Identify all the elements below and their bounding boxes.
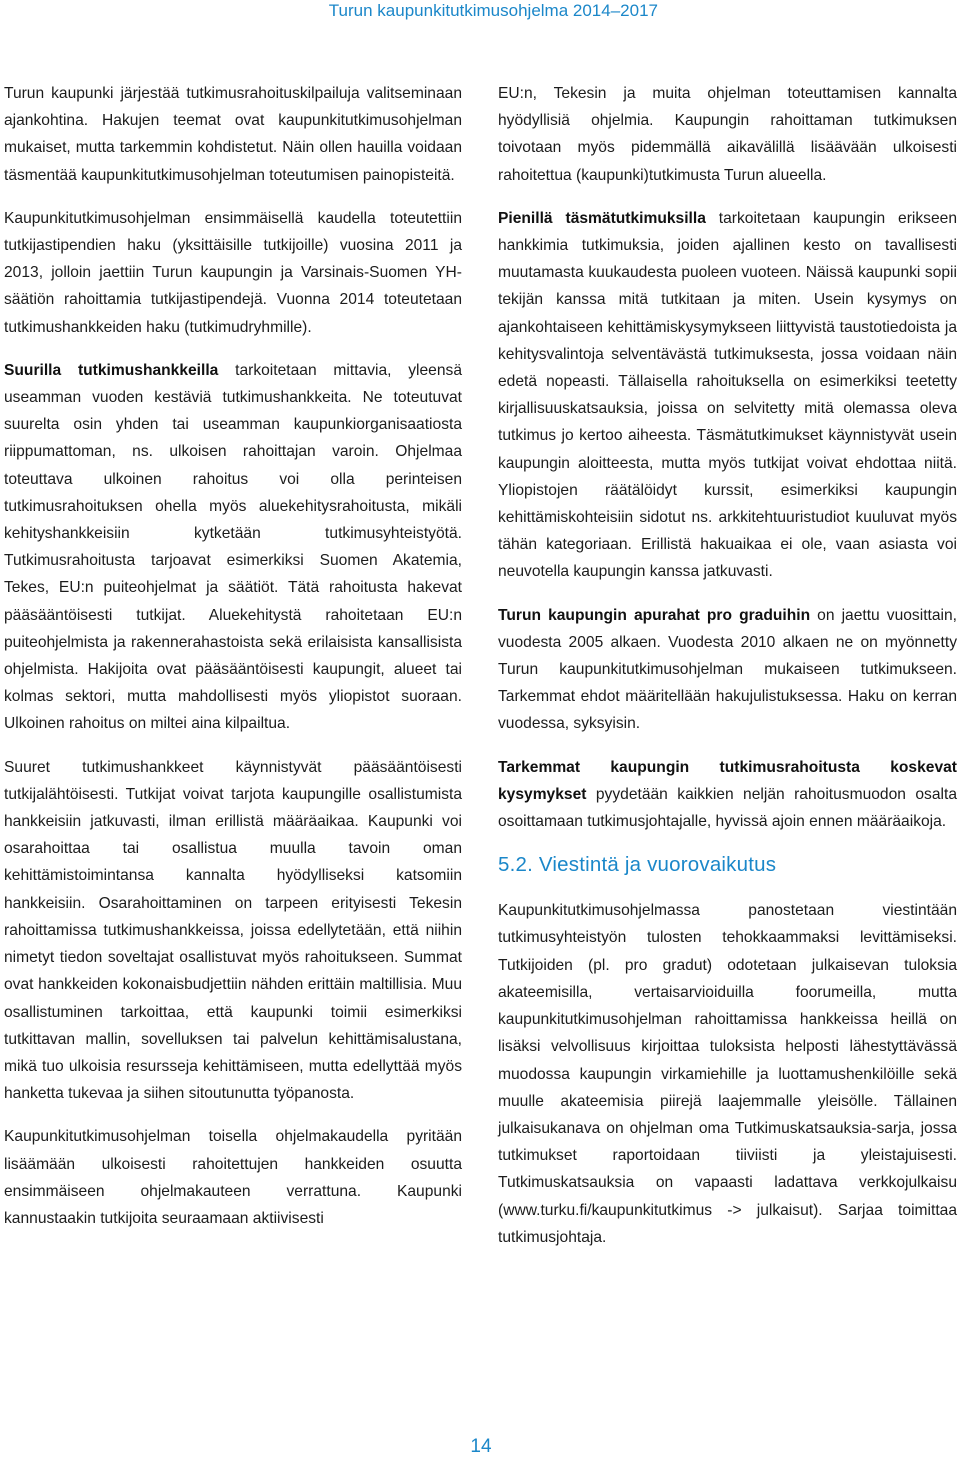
paragraph: Turun kaupunki järjestää tutkimusrahoituskilpailuja valitseminaan ajankohtina. Hakujen teemat ovat kaupunkitutkimusohjelman mukaiset, mutta tarkemmin kohdistetut. Näin ollen hauilla voidaan täsmentää kaupunkitutkimusohjelman toteutumisen painopisteitä.: [4, 85, 462, 184]
bold-lead-term: Pienillä täsmätutkimuksilla: [498, 209, 706, 227]
bold-lead-term: Turun kaupungin apurahat pro graduihin: [498, 606, 811, 624]
paragraph: Kaupunkitutkimusohjelman ensimmäisellä kaudella toteutettiin tutkijastipendien haku (yksittäisille tutkijoille) vuosina 2011 ja 2013, jolloin jaettiin Turun kaupungin ja Varsinais-Suomen YH-säätiön rahoittamia tutkijastipendejä. Vuonna 2014 toteutetaan tutkimushankkeiden haku (tutkimudryhmille).: [4, 209, 462, 336]
left-column: [4, 80, 462, 1248]
running-header-title: Turun kaupunkitutkimusohjelma 2014–2017: [328, 1, 658, 20]
paragraph-text: on jaettu vuosittain, vuodesta 2005 alkaen. Vuodesta 2010 alkaen ne on myönnetty Turun kaupunkitutkimusohjelman mukaiseen tutkimukseen. Tarkemmat ehdot määritellään hakujulistuksessa. Haku on kerran vuodessa, syksyisin.: [498, 606, 957, 733]
paragraph: [498, 754, 957, 836]
page-number: 14: [470, 1436, 492, 1457]
paragraph: Suuret tutkimushankkeet käynnistyvät pääsääntöisesti tutkijalähtöisesti. Tutkijat voivat tarjota kaupungille osallistumista hankkeisiin jatkuvasti, ilman erillistä määräaikaa. Kaupunki voi osarahoittaa tai osallistua muulla tavoin oman kehittämistoimintansa kannalta hyödylliseksi katsomiin hankkeisiin. Osarahoittaminen on tarpeen erityisesti Tekesin rahoittamissa tutkimushankkeissa, joissa edellytetään, että niihin nimetyt tiedon soveltajat osallistuvat myös rahoitukseen. Summat ovat hankkeiden kokonaisbudjettiin nähden erittäin maltillisia. Muu osallistuminen tarkoittaa, että kaupunki toimii esimerkiksi tutkittavan mallin, sovelluksen tai palvelun kehittämisalustana, mikä tuo ulkoisia resursseja kehittämiseen, mutta edellyttää myös hanketta tukevaa ja siihen sitoutunutta työpanosta.: [4, 758, 462, 1103]
paragraph: [498, 602, 957, 738]
paragraph: EU:n, Tekesin ja muita ohjelman toteuttamisen kannalta hyödyllisiä ohjelmia. Kaupungin rahoittaman tutkimuksen toivotaan myös pidemmällä aikavälillä lisäävään ulkoisesti rahoitettua (kaupunki)tutkimusta Turun alueella.: [498, 85, 957, 184]
right-column: [498, 80, 957, 1267]
paragraph: Kaupunkitutkimusohjelman toisella ohjelmakaudella pyritään lisäämään ulkoisesti rahoitettujen hankkeiden osuutta ensimmäiseen ohjelmakauteen verrattuna. Kaupunki kannustaakin tutkijoita seuraamaan aktiivisesti: [4, 1128, 462, 1227]
paragraph: [498, 205, 957, 586]
paragraph-text: pyydetään kaikkien neljän rahoitusmuodon osalta osoittamaan tutkimusjohtajalle, hyvissä ajoin ennen määräaikoja.: [498, 785, 957, 831]
paragraph: [4, 357, 462, 738]
paragraph-text: tarkoitetaan kaupungin erikseen hankkimia tutkimuksia, joiden ajallinen kesto on tavallisesti muutamasta kuukaudesta puoleen vuoteen. Näissä kaupunki sopii tekijän kanssa mitä tutkitaan ja miten. Usein kysymys on ajankohtaiseen kehittämiskysymykseen liittyvistä taustotiedoista ja kehitysvalintoja selventävästä tutkimuksesta, jossa voidaan näin edetä nopeasti. Tällaisella rahoituksella on esimerkiksi teetetty kirjallisuuskatsauksia, joissa on selvitetty mitä olemassa oleva tutkimus jo kertoo aiheesta. Täsmätutkimukset käynnistyvät usein kaupungin aloitteesta, mutta myös tutkijat voivat ehdottaa niitä. Yliopistojen räätälöidyt kurssit, esimerkiksi kaupungin kehittämiskohteisiin sidotut ns. arkkitehtuuristudiot kuuluvat myös tähän kategoriaan. Erillistä hakuaikaa ei ole, vaan asiasta voi neuvotella kaupungin kanssa jatkuvasti.: [498, 209, 957, 581]
paragraph: Kaupunkitutkimusohjelmassa panostetaan viestintään tutkimusyhteistyön tulosten tehokkaammaksi levittämiseksi. Tutkijoiden (pl. pro gradut) odotetaan julkaisevan tuloksia akateemisilla, vertaisarvioiduilla foorumeilla, mutta kaupunkitutkimusohjelman rahoittamissa hankkeissa heillä on lisäksi velvollisuus kirjoittaa tuloksista helposti lähestyttävässä muodossa kaupungin virkamiehille ja luottamushenkilöille sekä muulle akateemisia piirejä laajemmalle yleisölle. Tällainen julkaisukanava on ohjelman oma Tutkimuskatsauksia-sarja, jossa tutkimukset raportoidaan tiiviisti ja yleistajuisesti. Tutkimuskatsauksia on vapaasti ladattava verkkojulkaisu (www.turku.fi/kaupunkitutkimus -> julkaisut). Sarjaa toimittaa tutkimusjohtaja.: [498, 902, 957, 1246]
bold-lead-term: Suurilla tutkimushankkeilla: [4, 361, 219, 379]
section-heading: 5.2. Viestintä ja vuorovaikutus: [498, 853, 777, 877]
paragraph-text: tarkoitetaan mittavia, yleensä useamman vuoden kestäviä tutkimushankkeita. Ne toteutuvat suurelta osin yhden tai useamman kaupunkiorganisaatiosta riippumattoman, ns. ulkoisen rahoittajan varoin. Ohjelmaa toteuttava ulkoinen rahoitus voi olla perinteisen tutkimusrahoituksen ohella myös aluekehitysrahoitusta, mikäli kehityshankkeisiin kytketään tutkimusyhteistyötä. Tutkimusrahoitusta tarjoavat esimerkiksi Suomen Akatemia, Tekes, EU:n puiteohjelmat ja säätiöt. Tätä rahoitusta hakevat pääsääntöisesti tutkijat. Aluekehitystä rahoitetaan EU:n puiteohjelmista ja rakennerahastoista sekä erilaisista kansallisista ohjelmista. Hakijoita ovat pääsääntöisesti kaupungit, alueet tai kolmas sektori, mutta mahdollisesti myös yliopistot suoraan. Ulkoinen rahoitus on miltei aina kilpailtua.: [4, 361, 462, 733]
bold-lead-term: Tarkemmat kaupungin tutkimusrahoitusta koskevat kysymykset: [498, 758, 957, 803]
